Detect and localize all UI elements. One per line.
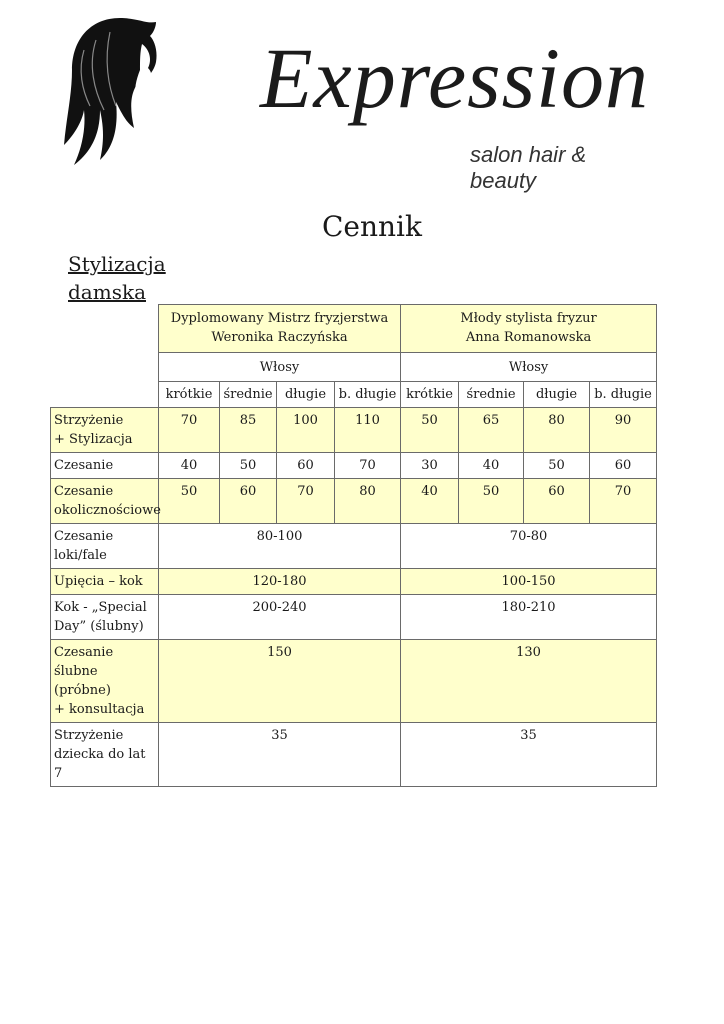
price-range-cell: 100-150 bbox=[401, 569, 657, 595]
service-label bbox=[51, 569, 159, 595]
price-range-cell: 120-180 bbox=[159, 569, 401, 595]
service-label bbox=[51, 479, 159, 524]
price-cell: 70 bbox=[335, 453, 401, 479]
service-label-line: (próbne) bbox=[54, 683, 111, 698]
hair-header: Włosy bbox=[159, 353, 401, 382]
price-range-cell: 80-100 bbox=[159, 524, 401, 569]
price-cell: 40 bbox=[459, 453, 524, 479]
empty-corner bbox=[51, 382, 159, 408]
table-row bbox=[51, 524, 657, 569]
service-label-line: Czesanie ślubne bbox=[54, 645, 114, 679]
price-cell: 60 bbox=[277, 453, 335, 479]
salon-logo bbox=[60, 10, 649, 193]
length-header: długie bbox=[277, 382, 335, 408]
price-cell: 70 bbox=[159, 408, 220, 453]
length-header: krótkie bbox=[159, 382, 220, 408]
table-row bbox=[51, 595, 657, 640]
service-label-line: dziecka do lat 7 bbox=[54, 747, 146, 781]
price-cell: 70 bbox=[277, 479, 335, 524]
length-header: b. długie bbox=[590, 382, 657, 408]
price-cell: 90 bbox=[590, 408, 657, 453]
service-label-line: Upięcia – kok bbox=[54, 574, 143, 589]
empty-corner bbox=[51, 305, 159, 353]
service-label-line: Kok - „Special bbox=[54, 600, 147, 615]
length-header: b. długie bbox=[335, 382, 401, 408]
table-row bbox=[51, 479, 657, 524]
table-row bbox=[51, 453, 657, 479]
length-header: średnie bbox=[220, 382, 277, 408]
price-range-cell: 130 bbox=[401, 640, 657, 723]
price-cell: 30 bbox=[401, 453, 459, 479]
header-row-hair bbox=[51, 353, 657, 382]
service-label bbox=[51, 723, 159, 787]
page-title: Cennik bbox=[322, 210, 422, 243]
price-cell: 50 bbox=[159, 479, 220, 524]
price-cell: 85 bbox=[220, 408, 277, 453]
price-cell: 60 bbox=[524, 479, 590, 524]
service-label-line: Strzyżenie bbox=[54, 728, 124, 743]
price-table bbox=[50, 304, 657, 787]
price-cell: 80 bbox=[335, 479, 401, 524]
price-cell: 80 bbox=[524, 408, 590, 453]
service-label-line: loki/fale bbox=[54, 548, 107, 563]
table-row bbox=[51, 569, 657, 595]
price-range-cell: 70-80 bbox=[401, 524, 657, 569]
price-range-cell: 35 bbox=[159, 723, 401, 787]
price-range-cell: 200-240 bbox=[159, 595, 401, 640]
price-cell: 50 bbox=[524, 453, 590, 479]
section-title bbox=[68, 250, 166, 306]
length-header: średnie bbox=[459, 382, 524, 408]
empty-corner bbox=[51, 353, 159, 382]
table-row bbox=[51, 640, 657, 723]
service-label bbox=[51, 453, 159, 479]
section-title-line2: damska bbox=[68, 280, 146, 304]
header-row-lengths bbox=[51, 382, 657, 408]
service-label-line: + Stylizacja bbox=[54, 432, 133, 447]
stylist-name: Weronika Raczyńska bbox=[211, 330, 348, 345]
service-label-line: Strzyżenie bbox=[54, 413, 124, 428]
stylist-header bbox=[401, 305, 657, 353]
section-title-line1: Stylizacja bbox=[68, 252, 166, 276]
brand-name: Expression bbox=[260, 30, 649, 126]
price-range-cell: 35 bbox=[401, 723, 657, 787]
service-label-line: Czesanie bbox=[54, 458, 114, 473]
table-row bbox=[51, 723, 657, 787]
service-label-line: Czesanie bbox=[54, 529, 114, 544]
service-label-line: Czesanie bbox=[54, 484, 114, 499]
stylist-name: Anna Romanowska bbox=[465, 330, 592, 345]
brand-tagline: salon hair & beauty bbox=[470, 142, 587, 193]
stylist-header bbox=[159, 305, 401, 353]
price-cell: 65 bbox=[459, 408, 524, 453]
price-cell: 40 bbox=[401, 479, 459, 524]
service-label bbox=[51, 595, 159, 640]
price-cell: 60 bbox=[590, 453, 657, 479]
length-header: długie bbox=[524, 382, 590, 408]
price-cell: 50 bbox=[220, 453, 277, 479]
service-label-line: + konsultacja bbox=[54, 702, 145, 717]
woman-silhouette-icon bbox=[60, 10, 190, 170]
stylist-title: Dyplomowany Mistrz fryzjerstwa bbox=[170, 311, 389, 326]
service-label-line: okolicznościowe bbox=[54, 503, 161, 518]
price-cell: 60 bbox=[220, 479, 277, 524]
price-cell: 50 bbox=[459, 479, 524, 524]
service-label bbox=[51, 408, 159, 453]
stylist-title: Młody stylista fryzur bbox=[460, 311, 597, 326]
service-label bbox=[51, 524, 159, 569]
price-cell: 50 bbox=[401, 408, 459, 453]
length-header: krótkie bbox=[401, 382, 459, 408]
price-cell: 70 bbox=[590, 479, 657, 524]
table-row bbox=[51, 408, 657, 453]
service-label bbox=[51, 640, 159, 723]
service-label-line: Day” (ślubny) bbox=[54, 619, 144, 634]
price-cell: 100 bbox=[277, 408, 335, 453]
price-range-cell: 180-210 bbox=[401, 595, 657, 640]
header-row-stylists bbox=[51, 305, 657, 353]
price-cell: 40 bbox=[159, 453, 220, 479]
hair-header: Włosy bbox=[401, 353, 657, 382]
price-range-cell: 150 bbox=[159, 640, 401, 723]
price-cell: 110 bbox=[335, 408, 401, 453]
